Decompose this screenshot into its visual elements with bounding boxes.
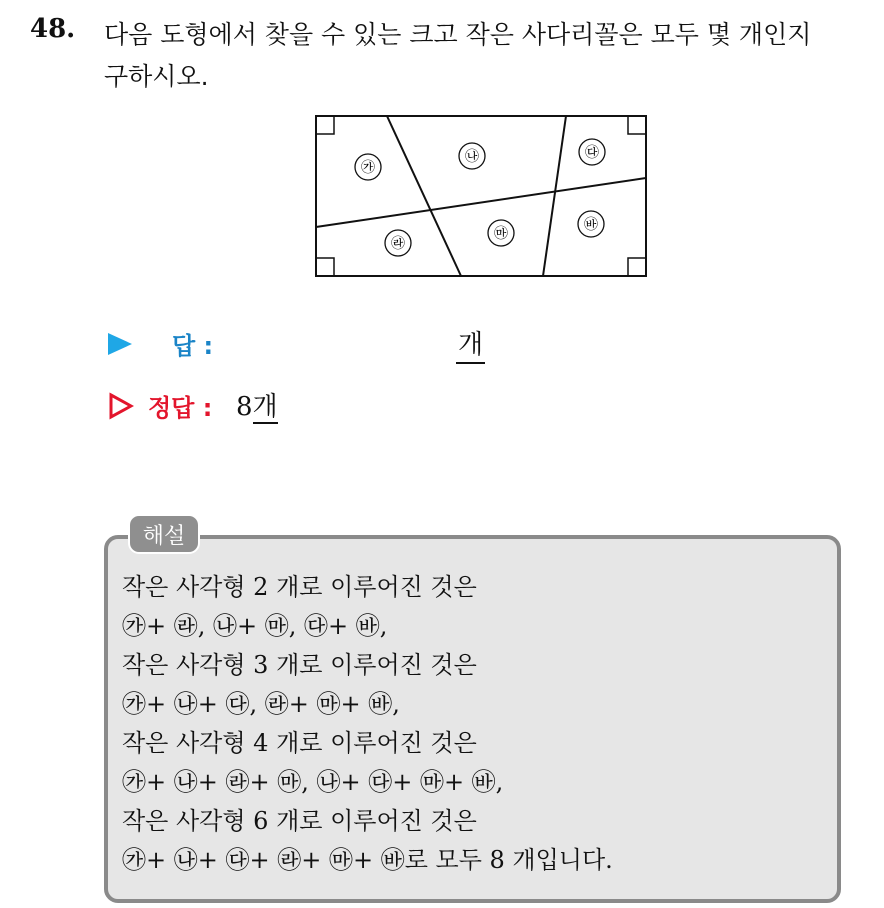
outline-triangle-icon: [108, 392, 134, 420]
label-text: ㉱: [391, 236, 405, 252]
label-text: ㉳: [584, 217, 598, 233]
answer-row: [108, 326, 528, 362]
correct-answer-number: 8: [236, 392, 253, 422]
trapezoid-figure: [314, 114, 650, 280]
right-angle-mark-top-right: [628, 116, 646, 134]
region-label-da: [579, 139, 605, 165]
answer-unit[interactable]: 개: [456, 324, 485, 364]
right-angle-mark-bottom-left: [316, 258, 334, 276]
explanation-text: [122, 568, 822, 880]
question-number: 48.: [30, 14, 76, 44]
correct-answer-value: [236, 386, 278, 423]
explanation-line: 작은 사각형 2 개로 이루어진 것은: [122, 573, 477, 601]
region-label-ba: [578, 211, 604, 237]
correct-answer-row: [108, 388, 328, 424]
region-label-na: [459, 143, 485, 169]
correct-answer-unit: 개: [252, 392, 278, 422]
explanation-line: 작은 사각형 3 개로 이루어진 것은: [122, 651, 477, 679]
label-text: ㉮: [361, 160, 375, 176]
diagonal-line-right: [543, 116, 566, 276]
explanation-line: ㉮+ ㉯+ ㉱+ ㉲, ㉯+ ㉰+ ㉲+ ㉳,: [122, 768, 504, 796]
region-label-ra: [385, 230, 411, 256]
explanation-line: 작은 사각형 6 개로 이루어진 것은: [122, 807, 477, 835]
region-label-ma: [488, 220, 514, 246]
correct-answer-label: 정답 :: [148, 394, 213, 422]
answer-label: 답 :: [172, 332, 214, 360]
explanation-line: ㉮+ ㉯+ ㉰, ㉱+ ㉲+ ㉳,: [122, 690, 400, 718]
label-text: ㉲: [494, 226, 508, 242]
right-angle-mark-bottom-right: [628, 258, 646, 276]
explanation-line: ㉮+ ㉱, ㉯+ ㉲, ㉰+ ㉳,: [122, 612, 388, 640]
explanation-line: ㉮+ ㉯+ ㉰+ ㉱+ ㉲+ ㉳로 모두 8 개입니다.: [122, 846, 613, 874]
label-text: ㉯: [465, 149, 479, 165]
label-text: ㉰: [585, 145, 599, 161]
right-angle-mark-top-left: [316, 116, 334, 134]
region-label-ga: [355, 154, 381, 180]
question-text: 다음 도형에서 찾을 수 있는 크고 작은 사다리꼴은 모두 몇 개인지 구하시오.: [104, 20, 812, 91]
play-triangle-icon: [108, 333, 132, 355]
explanation-line: 작은 사각형 4 개로 이루어진 것은: [122, 729, 477, 757]
explanation-tag: 해설: [128, 514, 200, 554]
